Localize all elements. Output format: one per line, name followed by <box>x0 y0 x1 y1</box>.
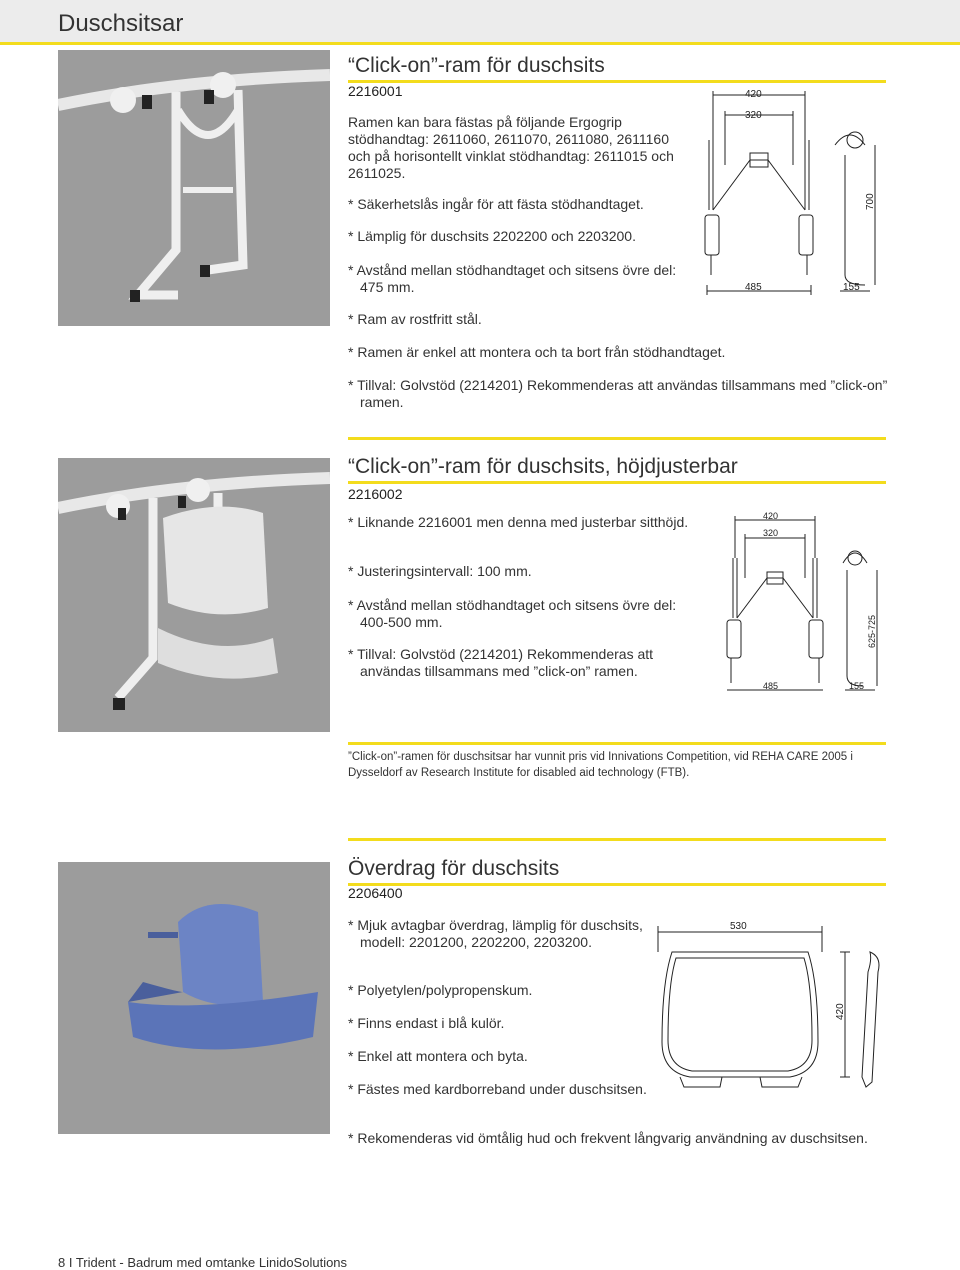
photo-adjustable-frame <box>58 458 330 732</box>
section-divider <box>348 838 886 841</box>
section-title-2206400: Överdrag för duschsits <box>348 857 560 880</box>
dim-bottom: 485 <box>763 681 779 691</box>
intro-text: Ramen kan bara fästas på följande Ergogrip stödhandtag: 2611060, 2611070, 2611080, 2611160 och på horisontellt vinklat stödhandtag: 2611015 och 2611025. <box>348 114 674 181</box>
bullet: * Ramen är enkel att montera och ta bort från stödhandtaget. <box>348 344 726 360</box>
bullet: * Tillval: Golvstöd (2214201) Rekommenderas att användas tillsammans med ”click-on” ramen. <box>348 377 888 410</box>
dimension-drawing-2216002 <box>715 508 895 703</box>
dim-height: 625-725 <box>867 614 877 648</box>
bullet: * Avstånd mellan stödhandtaget och sitsens övre del: 400-500 mm. <box>348 597 677 630</box>
bullet: * Finns endast i blå kulör. <box>348 1015 505 1031</box>
dim-height: 420 <box>835 1003 846 1020</box>
bullet: * Lämplig för duschsits 2202200 och 2203200. <box>348 228 636 244</box>
dim-side-bottom: 155 <box>843 282 860 293</box>
dimension-drawing-2216001 <box>695 85 895 300</box>
dim-bottom: 485 <box>745 282 762 293</box>
dim-side-bottom: 155 <box>849 681 865 691</box>
bullet: * Justeringsintervall: 100 mm. <box>348 563 532 579</box>
dim-height: 700 <box>865 193 876 210</box>
product-code: 2216001 <box>348 83 403 99</box>
section-title-2216002: “Click-on”-ram för duschsits, höjdjusterbar <box>348 455 738 478</box>
bullet: * Mjuk avtagbar överdrag, lämplig för duschsits, modell: 2201200, 2202200, 2203200. <box>348 917 643 950</box>
section-divider <box>348 437 886 440</box>
dim-top-outer: 420 <box>745 89 762 100</box>
dim-top-outer: 420 <box>763 511 779 521</box>
product-code: 2206400 <box>348 885 403 901</box>
bullet: * Fästes med kardborreband under duschsitsen. <box>348 1081 647 1097</box>
bullet: * Säkerhetslås ingår för att fästa stödhandtaget. <box>348 196 644 212</box>
dim-width: 530 <box>730 921 747 932</box>
dimension-drawing-2206400 <box>650 912 890 1102</box>
product-description <box>348 114 688 182</box>
bullet: * Avstånd mellan stödhandtaget och sitsens övre del: 475 mm. <box>348 262 677 295</box>
page-title: Duschsitsar <box>58 10 184 37</box>
bullet: * Ram av rostfritt stål. <box>348 311 482 327</box>
section-divider <box>348 742 886 745</box>
section-rule <box>348 883 886 886</box>
bullet: * Polyetylen/polypropenskum. <box>348 982 533 998</box>
product-code: 2216002 <box>348 486 403 502</box>
bullet: * Tillval: Golvstöd (2214201) Rekommenderas att användas tillsammans med ”click-on” ramen. <box>348 646 654 679</box>
photo-seat-cover <box>58 862 330 1134</box>
award-text: ”Click-on”-ramen för duschsitsar har vunnit pris vid Innivations Competition, vid REHA CARE 2005 i Dysseldorf av Research Institute for disabled aid technology (FTB). <box>348 751 853 779</box>
bullet: * Liknande 2216001 men denna med justerbar sitthöjd. <box>348 514 689 530</box>
page-footer: 8 I Trident - Badrum med omtanke LinidoSolutions <box>58 1255 348 1270</box>
dim-top-inner: 320 <box>745 110 762 121</box>
bullet: * Enkel att montera och byta. <box>348 1048 528 1064</box>
section-rule <box>348 481 886 484</box>
header-rule <box>0 42 960 45</box>
section-rule <box>348 80 886 83</box>
photo-click-on-frame <box>58 50 330 326</box>
dim-top-inner: 320 <box>763 528 779 538</box>
bullet: * Rekomenderas vid ömtålig hud och frekvent långvarig användning av duschsitsen. <box>348 1130 868 1146</box>
section-title-2216001: “Click-on”-ram för duschsits <box>348 54 605 77</box>
